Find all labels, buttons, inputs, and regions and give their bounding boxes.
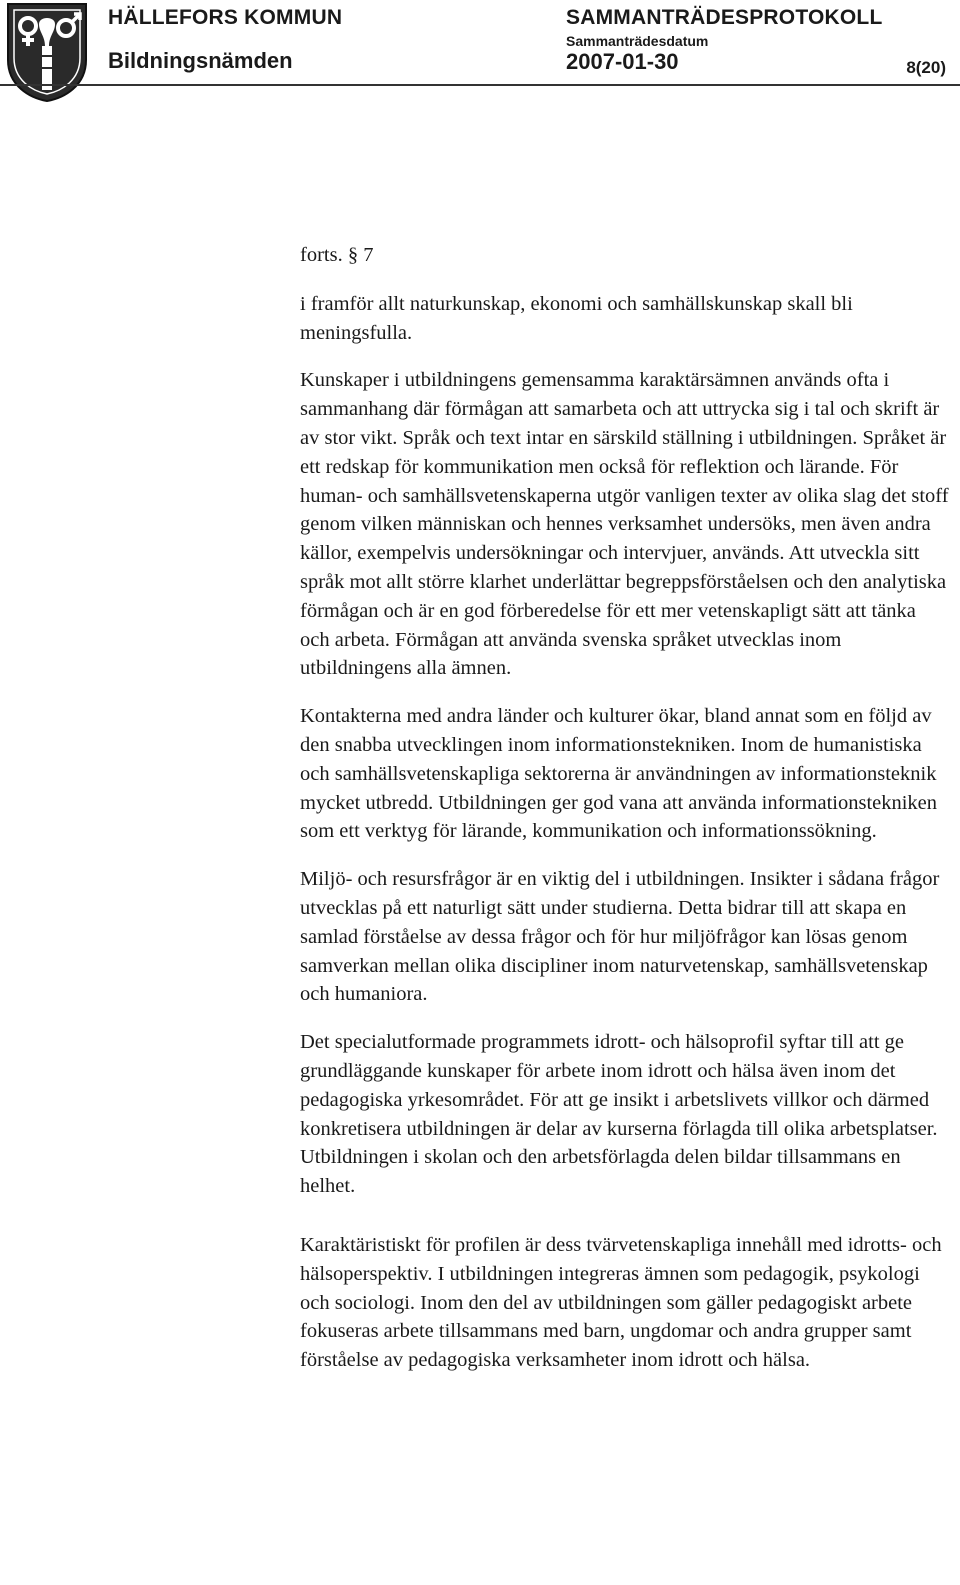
section-reference: forts. § 7 <box>300 244 374 266</box>
committee-name: Bildningsnämden <box>108 48 293 73</box>
document-body <box>300 241 950 1375</box>
organization-name: HÄLLEFORS KOMMUN <box>108 6 343 29</box>
meeting-date-label: Sammanträdesdatum <box>566 33 709 49</box>
paragraph-environment-issues: Miljö- och resursfrågor är en viktig del i utbildningen. Insikter i sådana frågor utvecklas på ett naturligt sätt under studierna. Detta bidrar till att skapa en samlad förståelse av dessa frågor och för hur miljöfrågor kan lösas genom samverkan mellan olika discipliner inom naturvetenskap, samhällsvetenskap och humaniora. <box>300 868 940 1006</box>
protocol-block <box>566 6 882 75</box>
organization-block <box>108 6 342 74</box>
page-number: 8(20) <box>906 58 946 77</box>
paragraph-continuation: i framför allt naturkunskap, ekonomi och samhällskunskap skall bli meningsfulla. <box>300 292 853 344</box>
paragraph-sports-health-profile: Det specialutformade programmets idrott- och hälsoprofil syftar till att ge grundläggande kunskaper för arbete inom idrott och hälsa även inom det pedagogiska yrkesområdet. För att ge insikt i arbetslivets villkor och därmed konkretisera utbildningen är delar av kurserna förlagda till olika arbetsplatser. Utbildningen i skolan och den arbetsförlagda delen bildar tillsammans en helhet. <box>300 1031 938 1198</box>
paragraph-language-and-text: Kunskaper i utbildningens gemensamma karaktärsämnen används ofta i sammanhang där förmågan att samarbeta och att uttrycka sig i tal och skrift är av stor vikt. Språk och text intar en särskild ställning i utbildningen. Språket är ett redskap för kommunikation men också för reflektion och lärande. För human- och samhällsvetenskaperna utgör vanligen texter av olika slag det stoff genom vilken människan och hennes verksamhet undersöks, men även andra källor, exempelvis undersökningar och intervjuer, används. Att utveckla sitt språk mot allt större klarhet underlättar begreppsförståelsen och den analytiska förmågan och är en god förberedelse för ett mer vetenskapligt sätt att tänka och arbeta. Förmågan att använda svenska språket utvecklas inom utbildningens alla ämnen. <box>300 369 949 680</box>
header-divider <box>0 84 960 86</box>
meeting-date: 2007-01-30 <box>566 49 679 74</box>
page-header <box>0 0 960 86</box>
paragraph-interdisciplinary-content: Karaktäristiskt för profilen är dess tvärvetenskapliga innehåll med idrotts- och hälsoperspektiv. I utbildningen integreras ämnen som pedagogik, psykologi och sociologi. Inom den del av utbildningen som gäller pedagogiskt arbete fokuseras arbete tillsammans med barn, ungdomar och andra grupper samt förståelse av pedagogiska verksamheter inom idrott och hälsa. <box>300 1233 942 1372</box>
paragraph-international-contacts: Kontakterna med andra länder och kulturer ökar, bland annat som en följd av den snabba utvecklingen inom informationstekniken. Inom de humanistiska och samhällsvetenskapliga sektorerna är användningen av informationsteknik mycket utbredd. Utbildningen ger god vana att använda informationstekniken som ett verktyg för lärande, kommunikation och informationssökning. <box>300 705 938 843</box>
document-type: SAMMANTRÄDESPROTOKOLL <box>566 6 883 29</box>
municipal-crest-logo <box>6 2 88 102</box>
